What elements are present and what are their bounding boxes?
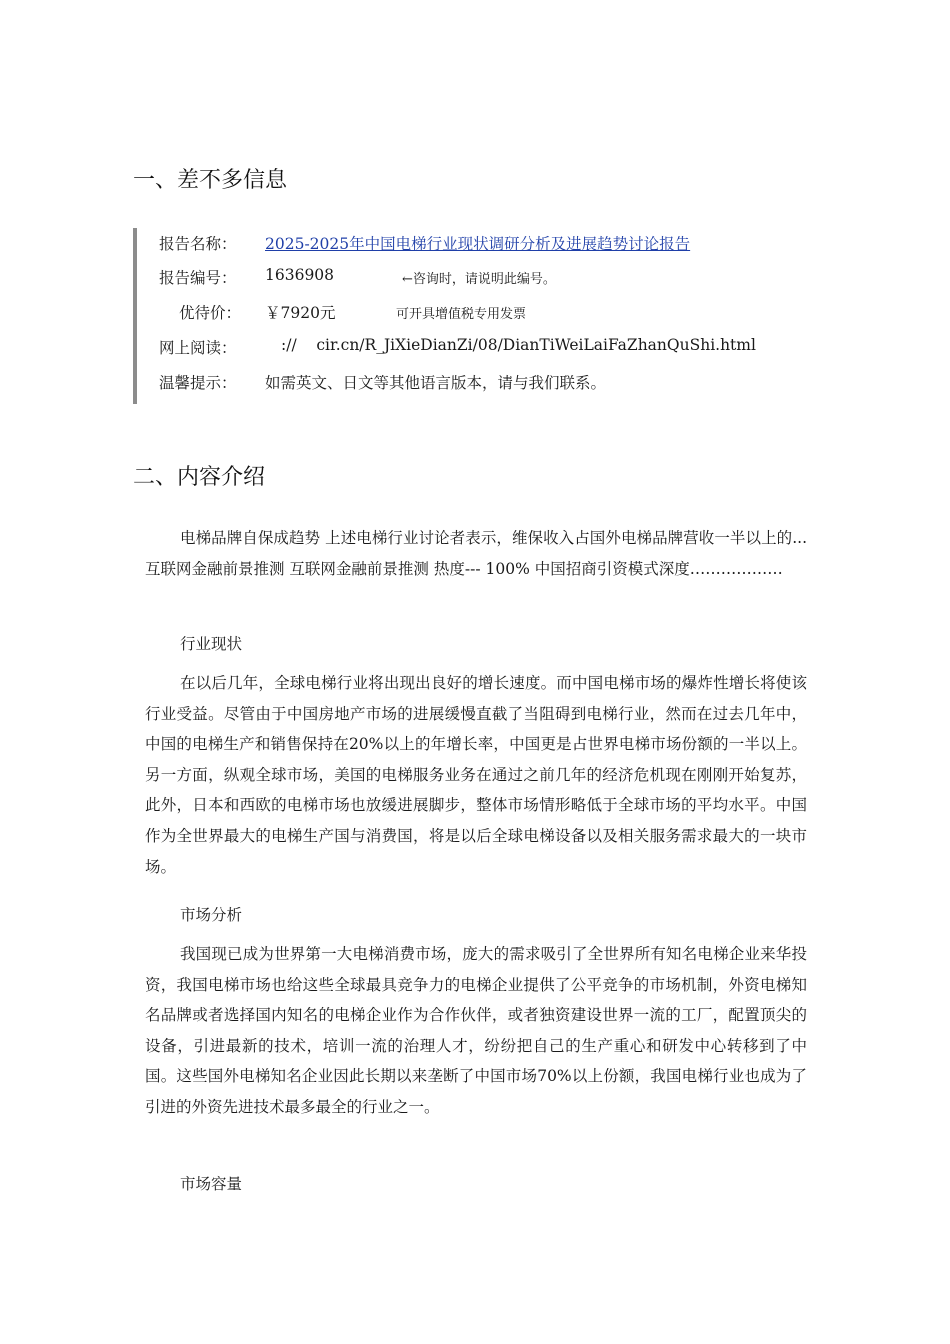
online-url[interactable]: :// cir.cn/R_JiXieDianZi/08/DianTiWeiLaiFaZhanQuShi.html (281, 336, 756, 354)
online-reading-label: 网上阅读： (159, 339, 237, 357)
price-note: 可开具增值税专用发票 (396, 307, 527, 322)
subheading-market-capacity: 市场容量 (180, 1175, 243, 1193)
report-no-value: 1636908 (265, 266, 335, 284)
tip-label: 温馨提示： (159, 374, 237, 392)
section-title-basic-info: 一、差不多信息 (133, 168, 288, 193)
report-name-link[interactable]: 2025-2025年中国电梯行业现状调研分析及进展趋势讨论报告 (265, 235, 691, 253)
report-no-label: 报告编号： (159, 269, 237, 287)
report-name-label: 报告名称： (159, 235, 237, 253)
tip-text: 如需英文、日文等其他语言版本，请与我们联系。 (265, 374, 607, 392)
paragraph-market-analysis: 我国现已成为世界第一大电梯消费市场，庞大的需求吸引了全世界所有知名电梯企业来华投资，我国电梯市场也给这些全球最具竞争力的电梯企业提供了公平竞争的市场机制，外资电梯知名品牌或者选择国内知名的电梯企业作为合作伙伴，或者独资建设世界一流的工厂，配置顶尖的设备，引进最新的技术，培训一流的治理人才，纷纷把自己的生产重心和研发中心转移到了中国。这些国外电梯知名企业因此长期以来垄断了中国市场70%以上份额，我国电梯行业也成为了引进的外资先进技术最多最全的行业之一。 (145, 945, 807, 1116)
price-value: ￥7920元 (265, 304, 336, 322)
section-title-content-intro: 二、内容介绍 (133, 465, 266, 490)
report-info-box (133, 228, 757, 404)
price-label: 优待价： (179, 304, 242, 322)
subheading-market-analysis: 市场分析 (180, 906, 243, 924)
report-no-note: ←咨询时，请说明此编号。 (402, 272, 556, 287)
intro-paragraph: 电梯品牌自保成趋势 上述电梯行业讨论者表示，维保收入占国外电梯品牌营收一半以上的...互联网金融前景推测 互联网金融前景推测 热度--- 100% 中国招商引资模式深度……………… (145, 529, 807, 578)
subheading-industry-status: 行业现状 (180, 635, 243, 653)
paragraph-industry-status: 在以后几年，全球电梯行业将出现出良好的增长速度。而中国电梯市场的爆炸性增长将使该行业受益。尽管由于中国房地产市场的进展缓慢直截了当阻碍到电梯行业，然而在过去几年中，中国的电梯生产和销售保持在20%以上的年增长率，中国更是占世界电梯市场份额的一半以上。另一方面，纵观全球市场，美国的电梯服务业务在通过之前几年的经济危机现在刚刚开始复苏，此外，日本和西欧的电梯市场也放缓进展脚步，整体市场情形略低于全球市场的平均水平。中国作为全世界最大的电梯生产国与消费国，将是以后全球电梯设备以及相关服务需求最大的一块市场。 (145, 674, 807, 876)
